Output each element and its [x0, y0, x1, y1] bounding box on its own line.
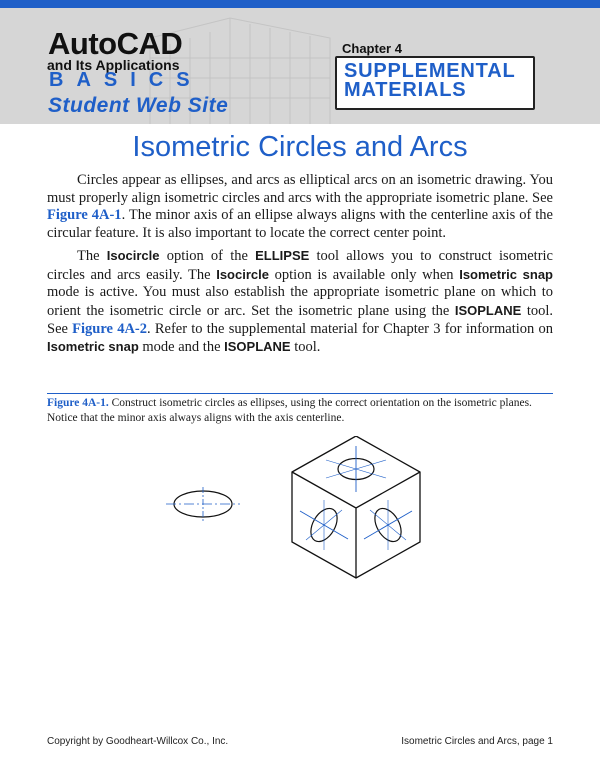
left-face-isocircle	[300, 500, 348, 550]
isometric-figure	[160, 436, 460, 616]
top-face-isocircle	[326, 446, 386, 492]
command-name: ELLIPSE	[255, 247, 310, 263]
text: mode is active. You must also establish the appropriate isometric plane on which to orient the isometric circle or arc. Set the isometric plane using the	[47, 284, 553, 319]
text: . Refer to the supplemental material for Chapter 3 for information on	[147, 320, 554, 337]
chapter-label: Chapter 4	[342, 41, 402, 56]
figure-divider	[47, 393, 553, 394]
text: Circles appear as ellipses, and arcs as elliptical arcs on an isometric drawing. You must properly align isometric circles and arcs with the appropriate isometric plane. See	[47, 172, 553, 206]
figure-4a-1-link[interactable]: Figure 4A-1	[47, 207, 122, 224]
logo-autocad: AutoCAD	[48, 26, 183, 61]
command-name: ISOPLANE	[224, 339, 291, 355]
command-name: Isometric snap	[47, 339, 139, 355]
text: mode and the	[138, 339, 225, 356]
command-name: Isocircle	[106, 247, 160, 263]
figure-caption	[47, 396, 553, 426]
right-face-isocircle	[364, 500, 412, 550]
text: option of the	[159, 247, 256, 264]
text: The	[77, 247, 107, 264]
supplemental-line2: MATERIALS	[344, 79, 467, 101]
text: tool. See	[47, 302, 553, 337]
text: . The minor axis of an ellipse always aligns with the centerline axis of the circular feature. It is also important to locate the correct center point.	[47, 207, 553, 242]
paragraph-2	[47, 247, 553, 357]
text: tool.	[290, 339, 321, 356]
caption-text: Construct isometric circles as ellipses, using the correct orientation on the isometric planes. Notice that the minor axis always aligns with the axis centerline.	[47, 397, 532, 424]
page-title: Isometric Circles and Arcs	[132, 131, 468, 163]
page-header	[0, 8, 600, 124]
logo-subtitle: and Its Applications	[47, 57, 180, 73]
footer-copyright: Copyright by Goodheart-Willcox Co., Inc.	[47, 736, 229, 747]
footer-page-number: Isometric Circles and Arcs, page 1	[401, 736, 553, 747]
logo-basics: BASICS	[49, 69, 203, 91]
top-accent-bar	[0, 0, 600, 8]
command-name: ISOPLANE	[454, 302, 522, 318]
supplemental-line1: SUPPLEMENTAL	[344, 60, 516, 82]
text: option is available only when	[268, 266, 460, 283]
command-name: Isocircle	[216, 266, 269, 282]
flat-circle-ellipse	[166, 487, 240, 521]
figure-4a-2-link[interactable]: Figure 4A-2	[72, 320, 148, 337]
text: tool allows you to construct isometric circles and arcs easily. The	[47, 247, 553, 283]
body-text	[47, 172, 553, 361]
logo-student-web-site: Student Web Site	[48, 94, 229, 117]
figure-label: Figure 4A-1.	[47, 397, 109, 409]
paragraph-1	[47, 172, 553, 243]
command-name: Isometric snap	[459, 266, 553, 282]
